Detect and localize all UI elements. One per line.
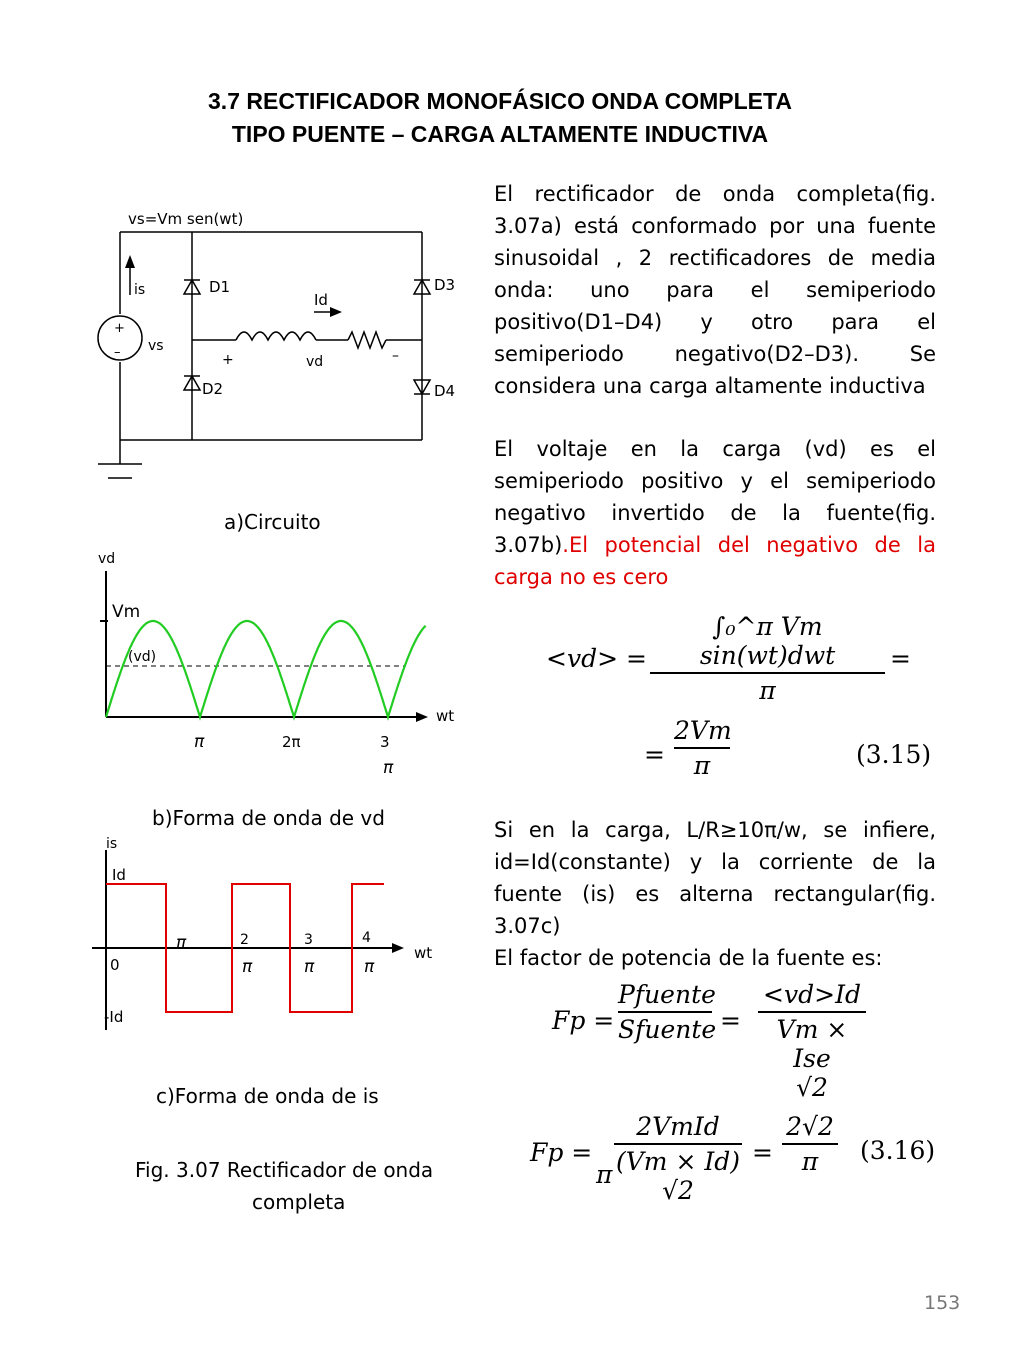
id-level-label: Id [112,866,126,884]
fp-frac1 [618,980,717,1044]
fp2-den2: π [801,1147,819,1176]
is-ylabel: is [106,836,118,852]
vm-label: Vm [112,602,141,622]
fp2-eq: = [752,1138,773,1167]
fp-lhs: Fp = [552,1006,615,1035]
eq315-b-num: 2Vm [674,716,732,745]
caption-b: b)Forma de onda de vd [152,806,385,830]
circuit-diagram [90,200,480,490]
wt-label: wt [436,707,455,725]
title-line-1: 3.7 RECTIFICADOR MONOFÁSICO ONDA COMPLETA [208,88,792,114]
fp2-frac2 [782,1112,838,1176]
eq316-tag: (3.16) [860,1136,936,1165]
minus-sign: – [114,345,121,360]
eq315-b-eq: = [644,740,665,769]
d3-label: D3 [434,276,456,294]
vd-label: vd [306,354,324,370]
d1-label: D1 [209,278,231,296]
paragraph-2 [494,433,936,593]
page-number: 153 [924,1292,961,1314]
fp2-den-pi: π [596,1160,613,1189]
eq315-b-den: π [693,751,711,780]
id-label: Id [314,291,328,309]
plus-sign: + [114,321,125,336]
fp-den2b: √2 [796,1073,828,1102]
paragraph-2-red: .El potencial del negativo de la carga no es cero [494,533,936,589]
title-line-2: TIPO PUENTE – CARGA ALTAMENTE INDUCTIVA [231,121,769,147]
neg-id-label: -Id [104,1008,124,1026]
eq315-frac [650,612,885,705]
fp2-den-b: √2 [662,1176,694,1205]
d2-label: D2 [202,380,224,398]
fp-eq2: = [720,1006,741,1035]
is-label: is [134,282,146,298]
figure-caption-line1: Fig. 3.07 Rectificador de onda [135,1158,434,1182]
fp-den1: Sfuente [618,1015,717,1044]
paragraph-3: Si en la carga, L/R≥10π/w, se infiere, id=Id(constante) y la corriente de la fuente (is) es alterna rectangular(fig. 3.07c) [494,818,936,938]
avg-label: (vd) [128,649,157,665]
d4-label: D4 [434,382,456,400]
plus-load: + [222,352,234,368]
is-tick-2pi: π [242,957,253,977]
is-tick-pi: π [176,933,187,953]
fp2-num: 2VmId [636,1112,720,1141]
fp2-lhs: Fp = [530,1138,593,1167]
eq315-den: π [759,676,776,705]
vd-waveform [90,545,470,785]
is-tick-4: 4 [362,930,371,946]
is-tick-3pi: π [304,957,315,977]
fp2-num2: 2√2 [786,1112,834,1141]
fp2-frac [614,1112,742,1205]
eq315-b-frac [674,716,730,780]
fp-num1: Pfuente [618,980,716,1009]
is-tick-3: 3 [304,932,313,948]
figure-caption-line2: completa [252,1190,346,1214]
eq315-lhs: <vd> = [546,644,647,673]
fp-num2: <vd>Id [763,980,861,1009]
vd-ylabel: vd [98,551,116,567]
is-tick-4pi: π [364,957,375,977]
is-wt-label: wt [414,944,433,962]
zero-label: 0 [110,956,120,974]
fp-den2: Vm × Ise [776,1015,848,1073]
fp-frac2 [758,980,866,1102]
paragraph-4: El factor de potencia de la fuente es: [494,946,883,970]
eq315-num: ∫₀^π Vm sin(wt)dwt [699,612,836,670]
eq315-eq: = [890,644,911,673]
source-label: vs=Vm sen(wt) [128,210,244,228]
minus-load: – [392,348,399,364]
paragraph-2-black: El voltaje en la carga (vd) es el semiperiodo positivo y el semiperiodo negativo invertido de la fuente(fig. 3.07b) [494,437,936,557]
paragraph-1: El rectificador de onda completa(fig. 3.07a) está conformado por una fuente sinusoidal , 2 rectificadores de media onda: uno para el semiperiodo positivo(D1–D4) y otro para el semiperiodo negativo(D2–D3). Se considera una carga altamente inductiva [494,182,936,398]
tick-2pi: 2π [282,733,301,751]
caption-a: a)Circuito [224,510,321,534]
is-tick-2: 2 [240,932,249,948]
tick-3pi: π [383,758,394,778]
vs-label: vs [148,338,164,354]
tick-pi: π [194,732,205,752]
fp2-den-a: (Vm × Id) [616,1147,740,1176]
vd-curve [106,621,426,717]
eq315-tag: (3.15) [856,740,932,769]
caption-c: c)Forma de onda de is [156,1084,379,1108]
tick-3: 3 [380,733,390,751]
is-waveform [90,832,470,1052]
